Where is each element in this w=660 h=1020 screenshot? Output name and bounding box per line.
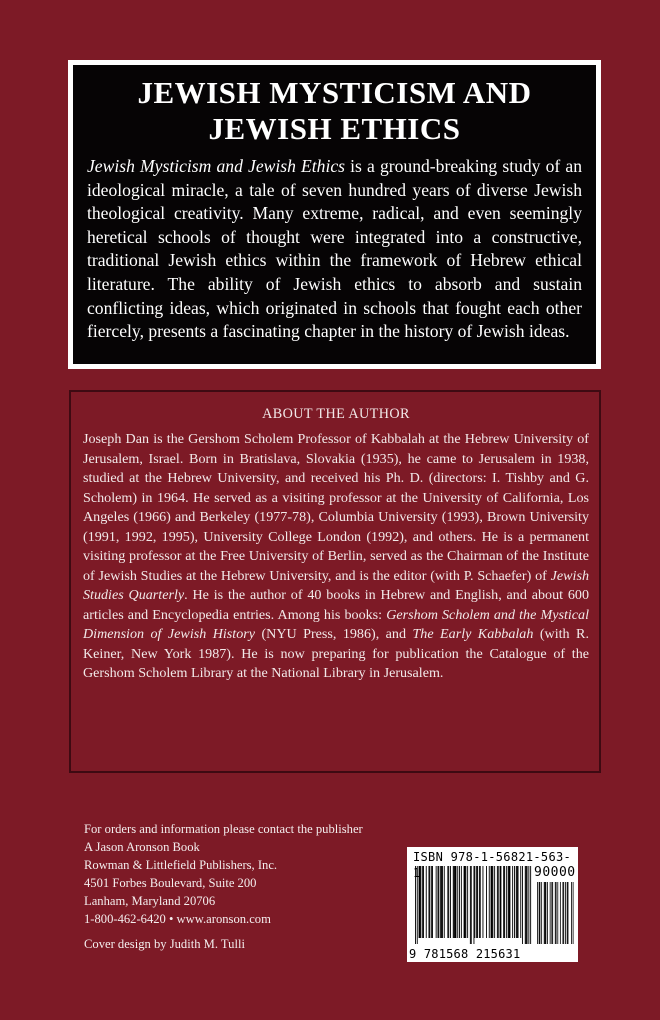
cover-design-credit: Cover design by Judith M. Tulli — [84, 937, 245, 951]
publisher-line-5: Lanham, Maryland 20706 — [84, 894, 216, 908]
bio-text-3: (NYU Press, 1986), and — [255, 626, 413, 642]
about-author-panel — [69, 390, 601, 773]
bio-italic-journal: Jewish Studies Quarterly — [83, 567, 589, 603]
bio-text-2: . He is the author of 40 books in Hebrew and English, and about 600 articles and Encyclopedia entries. Among his books: — [83, 587, 589, 623]
publisher-line-2: A Jason Aronson Book — [84, 840, 200, 854]
book-blurb — [87, 155, 582, 344]
publisher-line-4: 4501 Forbes Boulevard, Suite 200 — [84, 876, 257, 890]
bio-italic-book-1: Gershom Scholem and the Mystical Dimension of Jewish History — [83, 606, 590, 642]
publisher-info — [84, 820, 363, 928]
author-bio — [83, 430, 589, 684]
isbn-barcode — [407, 847, 578, 962]
book-title-line1: JEWISH MYSTICISM AND — [137, 75, 532, 110]
barcode-addon-number: 90000 — [534, 865, 576, 880]
publisher-line-3: Rowman & Littlefield Publishers, Inc. — [84, 858, 278, 872]
blurb-text: is a ground-breaking study of an ideological miracle, a tale of seven hundred years of diverse Jewish theological creativity. Many extreme, radical, and even seemingly heretical schools of thought were integrated into a constructive, traditional Jewish ethics within the framework of Hebrew ethical literature. The ability of Jewish ethics to absorb and sustain conflicting ideas, which originated in schools that fought each other fiercely, presents a fascinating chapter in the history of Jewish ideas. — [87, 156, 582, 342]
bio-text-4: (with R. Keiner, New York 1987). He is now preparing for publication the Catalogue of the Gershom Scholem Library at the National Library in Jerusalem. — [83, 626, 589, 681]
book-title — [87, 75, 582, 147]
publisher-line-1: For orders and information please contact the publisher — [84, 822, 363, 836]
ean-number: 9 781568 215631 — [409, 947, 521, 961]
isbn-label: ISBN 978-1-56821-563-1 — [413, 850, 572, 880]
publisher-line-6: 1-800-462-6420 • www.aronson.com — [84, 912, 271, 926]
about-author-heading: ABOUT THE AUTHOR — [262, 406, 410, 422]
blurb-book-name: Jewish Mysticism and Jewish Ethics — [87, 156, 346, 176]
bio-italic-book-2: The Early Kabbalah — [412, 626, 534, 642]
title-blurb-inner — [73, 65, 596, 364]
book-title-line2: JEWISH ETHICS — [208, 111, 461, 146]
title-blurb-panel — [68, 60, 601, 369]
bio-text-1: Joseph Dan is the Gershom Scholem Professor of Kabbalah at the Hebrew University of Jerusalem, Israel. Born in Bratislava, Slovakia (1935), he came to Jerusalem in 1938, studied at the Hebrew University, and received his Ph. D. (directors: I. Tishby and G. Scholem) in 1964. He served as a visiting professor at the University of California, Los Angeles (1966) and Berkeley (1977-78), Columbia University (1993), Brown University (1991, 1992, 1995), University College London (1992), and others. He is a permanent visiting professor at the Free University of Berlin, served as the Chairman of the Institute of Jewish Studies at the Hebrew University, and is the editor (with P. Schaefer) of — [83, 431, 589, 584]
